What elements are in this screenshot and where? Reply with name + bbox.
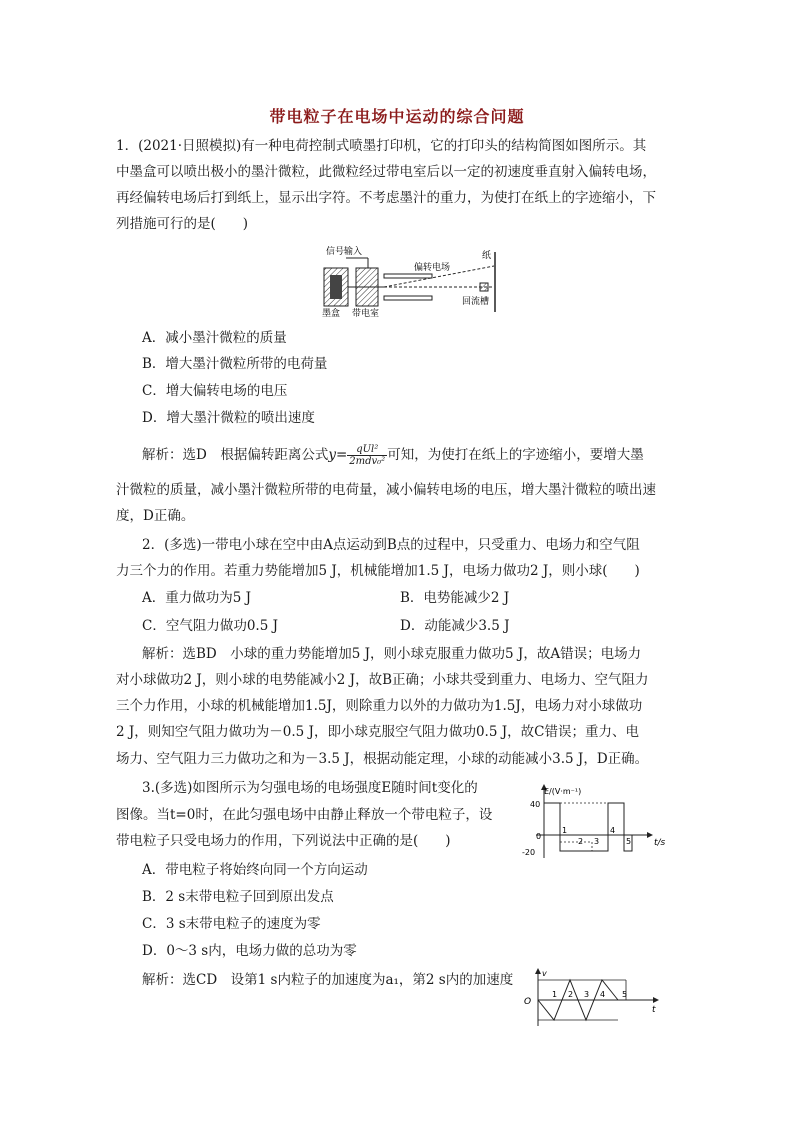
e-t-tick-2: 2 xyxy=(578,837,584,846)
q2-analysis-line-1: 解析：选BD 小球的重力势能增加5 J，则小球克服重力做功5 J，故A错误；电场力 xyxy=(142,646,642,662)
e-t-tick-5: 5 xyxy=(626,837,632,846)
v-t-tick-2: 2 xyxy=(568,990,574,999)
q1-line-3: 再经偏转电场后打到纸上，显示出字符。不考虑墨汁的重力，为使打在纸上的字迹缩小，下 xyxy=(116,190,656,206)
lower-plate xyxy=(384,296,432,300)
e-t-ref--20 xyxy=(560,842,608,851)
q3-line-3: 带电粒子只受电场力的作用，下列说法中正确的是( ) xyxy=(116,833,451,849)
e-t-y--20: -20 xyxy=(522,848,536,857)
e-t-tick-4: 4 xyxy=(610,826,616,835)
q1-line-2: 中墨盒可以喷出极小的墨汁微粒，此微粒经过带电室后以一定的初速度垂直射入偏转电场， xyxy=(116,164,656,180)
q1-formula-denominator: 2mdv₀² xyxy=(349,456,386,467)
label-deflect-field: 偏转电场 xyxy=(414,263,451,273)
q3-option-d: D．0～3 s内，电场力做的总功为零 xyxy=(142,943,357,959)
v-t-tick-3: 3 xyxy=(584,990,590,999)
e-t-y-0: 0 xyxy=(536,832,542,841)
printer-diagram xyxy=(318,242,500,320)
q2-analysis-line-2: 对小球做功2 J，则小球的电势能减小2 J，故B正确；小球共受到重力、电场力、空气阻力 xyxy=(116,672,649,688)
q2-option-a: A．重力做功为5 J xyxy=(142,590,252,606)
q3-option-c: C．3 s末带电粒子的速度为零 xyxy=(142,916,321,932)
label-paper: 纸 xyxy=(482,251,492,261)
q1-option-d: D．增大墨汁微粒的喷出速度 xyxy=(142,410,315,426)
v-t-graph xyxy=(522,966,662,1028)
q2-analysis-line-5: 场力、空气阻力三力做功之和为－3.5 J，根据动能定理，小球的动能减小3.5 J，D正确。 xyxy=(116,751,649,767)
q1-analysis-line-1 xyxy=(142,444,644,467)
v-t-x-arrow xyxy=(653,997,659,1003)
page-title: 带电粒子在电场中运动的综合问题 xyxy=(269,107,525,126)
q2-option-b: B．电势能减少2 J xyxy=(400,590,510,606)
e-t-x-label: t/s xyxy=(654,838,666,848)
q2-line-2: 力三个力的作用。若重力势能增加5 J，机械能增加1.5 J，电场力做功2 J，则小球( ) xyxy=(116,563,640,579)
v-t-y-arrow xyxy=(535,968,541,974)
label-ink-box: 墨盒 xyxy=(322,309,341,319)
q3-option-a: A．带电粒子将始终向同一个方向运动 xyxy=(142,862,368,878)
v-t-tick-5: 5 xyxy=(622,990,628,999)
q2-line-1: 2．(多选)一带电小球在空中由A点运动到B点的过程中，只受重力、电场力和空气阻 xyxy=(142,537,640,553)
q1-line-1: 1．(2021·日照模拟)有一种电荷控制式喷墨打印机，它的打印头的结构简图如图所示。其 xyxy=(116,138,647,154)
v-t-origin: O xyxy=(524,997,532,1007)
e-t-y-label: E/(V·m⁻¹) xyxy=(544,787,582,796)
q2-option-c: C．空气阻力做功0.5 J xyxy=(142,618,279,634)
q1-analysis-line-3: 度，D正确。 xyxy=(116,508,195,524)
q1-analysis-suffix: 可知，为使打在纸上的字迹缩小，要增大墨 xyxy=(387,447,644,463)
label-signal-input: 信号输入 xyxy=(326,247,363,257)
return-tank-shape xyxy=(480,283,488,291)
v-t-tick-1: 1 xyxy=(552,990,558,999)
upper-plate xyxy=(384,274,432,278)
e-t-y-40: 40 xyxy=(530,800,541,809)
q1-formula-y: y= xyxy=(328,447,348,463)
ink-box-core xyxy=(330,275,342,299)
q1-analysis-line-2: 汁微粒的质量，减小墨汁微粒所带的电荷量，减小偏转电场的电压，增大墨汁微粒的喷出速 xyxy=(116,482,656,498)
q2-analysis-line-3: 三个力作用，小球的机械能增加1.5J，则除重力以外的力做功为1.5J，电场力对小球做功 xyxy=(116,698,643,714)
e-t-tick-1: 1 xyxy=(562,826,568,835)
label-charge-room: 带电室 xyxy=(352,309,380,319)
q3-analysis-line-1: 解析：选CD 设第1 s内粒子的加速度为a₁，第2 s内的加速度 xyxy=(142,972,514,988)
q1-formula-numerator: qUl² xyxy=(347,444,387,456)
v-t-tick-4: 4 xyxy=(600,990,606,999)
q1-option-a: A．减小墨汁微粒的质量 xyxy=(142,330,287,346)
q2-option-d: D．动能减少3.5 J xyxy=(400,618,510,634)
q2-analysis-line-4: 2 J，则知空气阻力做功为－0.5 J，即小球克服空气阻力做功0.5 J，故C错误；重力、电 xyxy=(116,724,639,740)
q1-line-4: 列措施可行的是( ) xyxy=(116,216,249,232)
q3-option-b: B．2 s末带电粒子回到原出发点 xyxy=(142,889,334,905)
e-t-graph xyxy=(514,782,674,862)
e-t-x-arrow xyxy=(647,832,653,838)
q3-line-1: 3.(多选)如图所示为匀强电场的电场强度E随时间t变化的 xyxy=(142,780,478,796)
q1-option-c: C．增大偏转电场的电压 xyxy=(142,383,288,399)
v-t-y-label: v xyxy=(542,969,547,978)
v-t-x-label: t xyxy=(652,1005,656,1015)
e-t-tick-3: 3 xyxy=(594,837,600,846)
q1-analysis-prefix: 解析：选D 根据偏转距离公式 xyxy=(142,447,329,463)
q3-line-2: 图像。当t=0时，在此匀强电场中由静止释放一个带电粒子，设 xyxy=(116,807,493,823)
label-return-tank: 回流槽 xyxy=(462,297,490,307)
q1-formula-fraction xyxy=(347,444,387,467)
q1-option-b: B．增大墨汁微粒所带的电荷量 xyxy=(142,356,328,372)
